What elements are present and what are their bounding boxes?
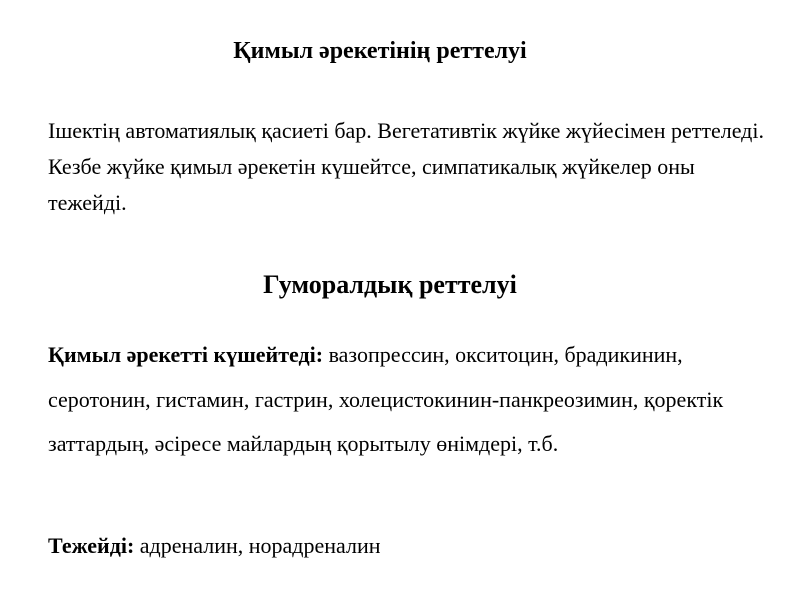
motor-regulation-paragraph: Ішектің автоматиялық қасиеті бар. Вегетативтік жүйке жүйесімен реттеледі. Кезбе жүйке қимыл әрекетін күшейтсе, симпатикалық жүйкелер оны тежейді.: [48, 118, 764, 215]
enhancers-text: вазопрессин, окситоцин, брадикинин, серотонин, гистамин, гастрин, холецистокинин-панкреозимин, қоректік заттардың, әсіресе майлардың қорытылу өнімдері, т.б.: [48, 342, 724, 456]
humoral-regulation-heading: Гуморалдық реттелуі: [263, 270, 517, 299]
enhancers-paragraph: [48, 333, 778, 467]
inhibitors-label: Тежейді:: [48, 533, 135, 558]
motor-regulation-heading: Қимыл әрекетінің реттелуі: [233, 38, 527, 64]
enhancers-label: Қимыл әрекетті күшейтеді:: [48, 342, 324, 367]
inhibitors-text: адреналин, норадреналин: [134, 533, 381, 558]
inhibitors-paragraph: [48, 528, 778, 564]
